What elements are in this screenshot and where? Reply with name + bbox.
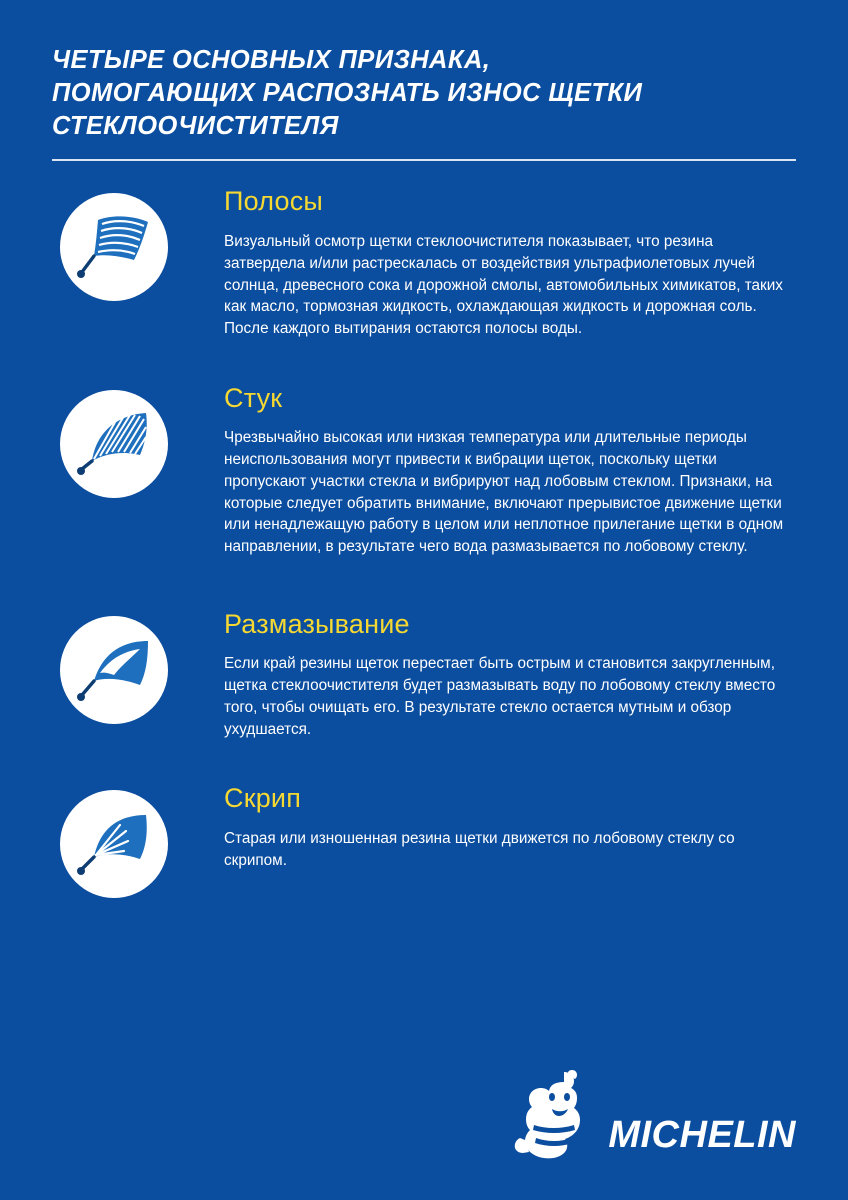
section-text: Если край резины щеток перестает быть острым и становится закругленным, щетка стеклоочистителя будет размазывать воду по лобовому стеклу вместо того, чтобы очищать его. В результате стекло остается мутным и обзор ухудшается.	[224, 655, 776, 738]
section-icon-wrap	[52, 784, 176, 898]
page-title-line-3: СТЕКЛООЧИСТИТЕЛЯ	[52, 112, 339, 141]
brand-wordmark: MICHELIN	[608, 1114, 796, 1156]
wiper-streaks-icon	[74, 210, 154, 284]
section-title: Полосы	[224, 186, 324, 217]
icon-circle	[60, 390, 168, 498]
section-smearing	[0, 610, 848, 741]
icon-circle	[60, 790, 168, 898]
header-divider	[52, 159, 796, 161]
section-icon-wrap	[52, 384, 176, 498]
section-body	[176, 187, 796, 339]
header	[0, 0, 848, 143]
page-title-line-1: ЧЕТЫРЕ ОСНОВНЫХ ПРИЗНАКА,	[52, 46, 491, 74]
section-chatter	[0, 384, 848, 558]
michelin-man-icon	[512, 1068, 598, 1164]
section-text: Чрезвычайно высокая или низкая температура или длительные периоды неиспользования могут привести к вибрации щеток, поскольку щетки пропускают участки стекла и вибрируют над лобовым стеклом. Признаки, на которые следует обратить внимание, включают прерывистое движение щетки или ненадлежащую работу в целом или неплотное прилегание щетки в одном направлении, в результате чего вода размазывается по лобовому стеклу.	[224, 429, 784, 555]
page-title	[52, 44, 796, 143]
section-squeak	[0, 784, 848, 898]
section-title: Скрип	[224, 783, 302, 814]
section-body	[176, 784, 796, 871]
section-icon-wrap	[52, 187, 176, 301]
icon-circle	[60, 193, 168, 301]
wiper-smearing-icon	[74, 633, 154, 707]
section-body	[176, 384, 796, 558]
sections-list	[0, 161, 848, 898]
section-streaks	[0, 187, 848, 339]
section-text: Визуальный осмотр щетки стеклоочистителя показывает, что резина затвердела и/или растрескалась от воздействия ультрафиолетовых лучей солнца, древесного сока и дорожной смолы, автомобильных химикатов, таких как масло, тормозная жидкость, охлаждающая жидкость и дорожная соль. После каждого вытирания остаются полосы воды.	[224, 233, 783, 337]
page-title-line-2: ПОМОГАЮЩИХ РАСПОЗНАТЬ ИЗНОС ЩЕТКИ	[52, 79, 643, 108]
section-icon-wrap	[52, 610, 176, 724]
section-title: Размазывание	[224, 608, 410, 639]
section-body	[176, 610, 796, 741]
section-text: Старая или изношенная резина щетки движется по лобовому стеклу со скрипом.	[224, 829, 735, 869]
footer-logo	[512, 1068, 796, 1164]
section-title: Стук	[224, 382, 283, 413]
wiper-squeak-icon	[74, 807, 154, 881]
icon-circle	[60, 616, 168, 724]
wiper-chatter-icon	[74, 407, 154, 481]
